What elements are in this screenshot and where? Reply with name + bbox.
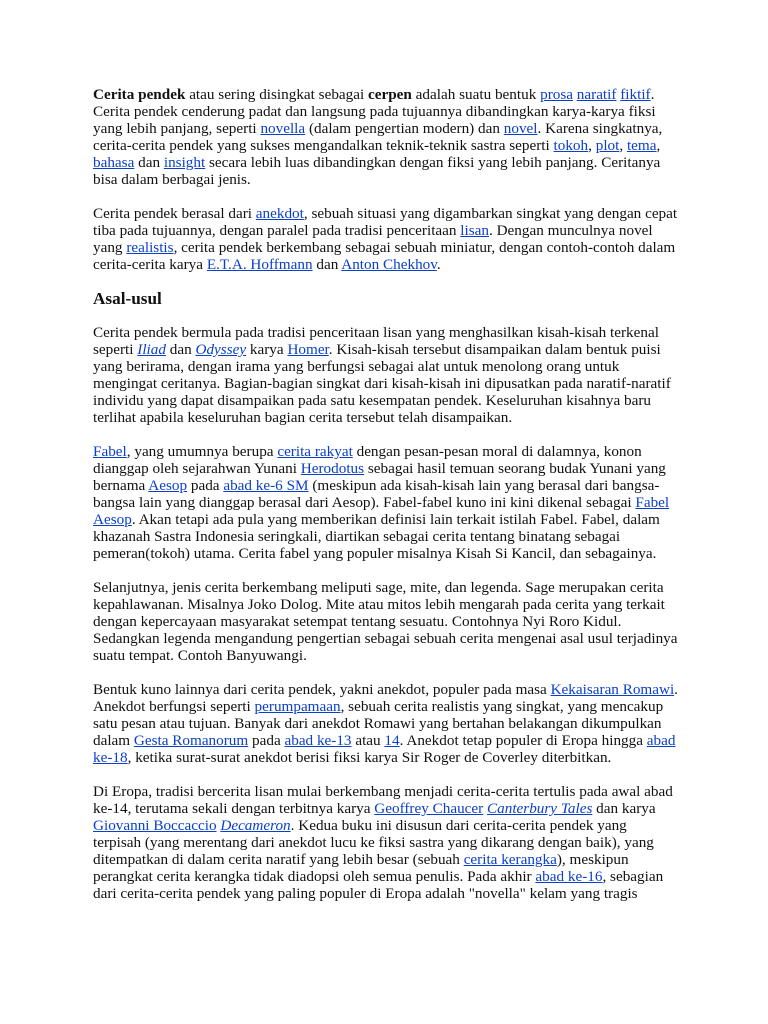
text-run: ), meskipun perangkat cerita kerangka tidak diadopsi oleh semua penulis. Pada akhir — [93, 851, 629, 885]
bold-term: Cerita pendek — [93, 86, 186, 103]
link-italic-text: Iliad — [137, 341, 166, 358]
paragraph-origin-anekdot — [93, 205, 678, 273]
link-abad-ke-18[interactable]: abad ke-18 — [93, 732, 676, 766]
text-run: . Akan tetapi ada pula yang memberikan definisi lain terkait istilah Fabel. Fabel, dalam khazanah Sastra Indonesia seringkali, diartikan sebagai cerita tentang binatang sebagai pemeran(tokoh) utama. Cerita fabel yang populer misalnya Kisah Si Kancil, dan sebagainya. — [93, 511, 660, 562]
text-run: dengan pesan-pesan moral di dalamnya, konon dianggap oleh sejarahwan Yunani — [93, 443, 642, 477]
link-giovanni-boccaccio[interactable]: Giovanni Boccaccio — [93, 817, 217, 834]
link-odyssey[interactable] — [196, 341, 247, 358]
text-run: , — [619, 137, 627, 154]
text-run: (meskipun ada kisah-kisah lain yang berasal dari bangsa-bangsa lain yang dianggap berasal dari Aesop). Fabel-fabel kuno ini kini dikenal sebagai — [93, 477, 660, 511]
text-run: (dalam pengertian modern) dan — [305, 120, 504, 137]
text-run: . Cerita pendek cenderung padat dan langsung pada tujuannya dibandingkan karya-karya fiksi yang lebih panjang, seperti — [93, 86, 656, 137]
link-fabel-aesop[interactable]: Fabel Aesop — [93, 494, 670, 528]
section-heading: Asal-usul — [93, 289, 162, 308]
link-fabel[interactable]: Fabel — [93, 443, 127, 460]
text-run: , sebuah cerita realistis yang singkat, yang mencakup satu pesan atau tujuan. Banyak dari anekdot Romawi yang bertahan belakangan dikumpulkan dalam — [93, 698, 664, 749]
link-iliad[interactable] — [137, 341, 166, 358]
paragraph-fabel — [93, 443, 678, 562]
link-e-t-a-hoffmann[interactable]: E.T.A. Hoffmann — [206, 256, 313, 273]
link-fiktif[interactable]: fiktif — [620, 86, 651, 103]
text-run: adalah suatu bentuk — [411, 86, 541, 103]
link-canterbury-tales[interactable] — [487, 800, 592, 817]
text-run: pada — [248, 732, 285, 749]
paragraph-intro — [93, 86, 678, 188]
text-run: , sebuah situasi yang digambarkan singkat yang dengan cepat tiba pada tujuannya, dengan paralel pada tradisi penceritaan — [93, 205, 678, 239]
text-run: . Anekdot berfungsi seperti — [93, 681, 678, 715]
link-italic-text: Odyssey — [195, 341, 247, 358]
link-14[interactable]: 14 — [384, 732, 400, 749]
link-gesta-romanorum[interactable]: Gesta Romanorum — [133, 732, 249, 749]
link-tokoh[interactable]: tokoh — [553, 137, 589, 154]
link-naratif[interactable]: naratif — [576, 86, 617, 103]
text-run: dan — [312, 256, 342, 273]
link-anekdot[interactable]: anekdot — [255, 205, 304, 222]
paragraph-oral-tradition — [93, 324, 678, 426]
text-run: pada — [187, 477, 224, 494]
link-homer[interactable]: Homer — [287, 341, 329, 358]
text-run: sebagai hasil temuan seorang budak Yunani yang bernama — [93, 460, 666, 494]
text-run: secara lebih luas dibandingkan dengan fiksi yang lebih panjang. Ceritanya bisa dalam berbagai jenis. — [93, 154, 661, 188]
link-abad-ke-16[interactable]: abad ke-16 — [535, 868, 603, 885]
link-abad-ke-6-sm[interactable]: abad ke-6 SM — [223, 477, 309, 494]
text-run: , — [656, 137, 661, 154]
link-novel[interactable]: novel — [503, 120, 538, 137]
link-abad-ke-13[interactable]: abad ke-13 — [284, 732, 352, 749]
text-run: , ketika surat-surat anekdot berisi fiksi karya Sir Roger de Coverley diterbitkan. — [127, 749, 612, 766]
article-body — [93, 86, 678, 919]
link-lisan[interactable]: lisan — [460, 222, 489, 239]
text-run: Cerita pendek berasal dari — [93, 205, 256, 222]
link-anton-chekhov[interactable]: Anton Chekhov — [341, 256, 437, 273]
text-run: . Karena singkatnya, cerita-cerita pendek yang sukses mengandalkan teknik-teknik sastra seperti — [93, 120, 663, 154]
text-run: , — [588, 137, 596, 154]
link-perumpamaan[interactable]: perumpamaan — [254, 698, 341, 715]
paragraph-sage-mite-legenda — [93, 579, 678, 664]
text-run: Bentuk kuno lainnya dari cerita pendek, yakni anekdot, populer pada masa — [93, 681, 551, 698]
text-run: . Dengan munculnya novel yang — [93, 222, 653, 256]
text-run: . Kedua buku ini disusun dari cerita-cerita pendek yang terpisah (yang merentang dari anekdot lucu ke fiksi sastra yang dikarang dengan baik), yang ditempatkan di dalam cerita naratif yang lebih besar (sebuah — [93, 817, 654, 868]
link-cerita-rakyat[interactable]: cerita rakyat — [277, 443, 353, 460]
text-run: . Anekdot tetap populer di Eropa hingga — [399, 732, 647, 749]
link-novella[interactable]: novella — [260, 120, 306, 137]
link-herodotus[interactable]: Herodotus — [300, 460, 365, 477]
text-run: . — [436, 256, 441, 273]
link-insight[interactable]: insight — [163, 154, 206, 171]
text-run: Cerita pendek bermula pada tradisi penceritaan lisan yang menghasilkan kisah-kisah terkenal seperti — [93, 324, 659, 358]
link-geoffrey-chaucer[interactable]: Geoffrey Chaucer — [374, 800, 484, 817]
link-plot[interactable]: plot — [595, 137, 620, 154]
text-run: dan — [165, 341, 196, 358]
link-cerita-kerangka[interactable]: cerita kerangka — [463, 851, 557, 868]
text-run: . Kisah-kisah tersebut disampaikan dalam bentuk puisi yang berirama, dengan irama yang berfungsi sebagai alat untuk menolong orang untuk mengingat ceritanya. Bagian-bagian singkat dari kisah-kisah ini dipusatkan pada naratif-naratif individu yang dapat disampaikan pada satu kesempatan pendek. Keseluruhan kisahnya baru terlihat apabila keseluruhan bagian cerita tersebut telah disampaikan. — [93, 341, 671, 426]
link-prosa[interactable]: prosa — [540, 86, 573, 103]
text-run: karya — [246, 341, 288, 358]
text-run: Selanjutnya, jenis cerita berkembang meliputi sage, mite, dan legenda. Sage merupakan cerita kepahlawanan. Misalnya Joko Dolog. Mite atau mitos lebih mengarah pada cerita yang terkait dengan kepercayaan masyarakat setempat tentang sesuatu. Contohnya Nyi Roro Kidul. Sedangkan legenda mengandung pengertian sebagai sebuah cerita mengenai asal usul terjadinya suatu tempat. Contoh Banyuwangi. — [93, 579, 678, 664]
text-run: Di Eropa, tradisi bercerita lisan mulai berkembang menjadi cerita-cerita tertulis pada awal abad ke-14, terutama sekali dengan terbitnya karya — [93, 783, 673, 817]
paragraph-eropa — [93, 783, 678, 902]
link-kekaisaran-romawi[interactable]: Kekaisaran Romawi — [550, 681, 675, 698]
link-bahasa[interactable]: bahasa — [93, 154, 135, 171]
link-italic-text: Canterbury Tales — [487, 800, 593, 817]
text-run: atau sering disingkat sebagai — [185, 86, 369, 103]
link-aesop[interactable]: Aesop — [148, 477, 188, 494]
paragraph-anekdot-romawi — [93, 681, 678, 766]
link-tema[interactable]: tema — [626, 137, 657, 154]
text-run: , yang umumnya berupa — [126, 443, 278, 460]
link-italic-text: Decameron — [220, 817, 291, 834]
text-run: dan — [134, 154, 164, 171]
link-realistis[interactable]: realistis — [126, 239, 174, 256]
text-run: atau — [351, 732, 385, 749]
text-run: , sebagian dari cerita-cerita pendek yang paling populer di Eropa adalah "novella" kelam yang tragis — [93, 868, 664, 902]
link-decameron[interactable] — [220, 817, 290, 834]
bold-term: cerpen — [368, 86, 412, 103]
text-run: dan karya — [592, 800, 656, 817]
text-run: , cerita pendek berkembang sebagai sebuah miniatur, dengan contoh-contoh dalam cerita-cerita karya — [93, 239, 676, 273]
